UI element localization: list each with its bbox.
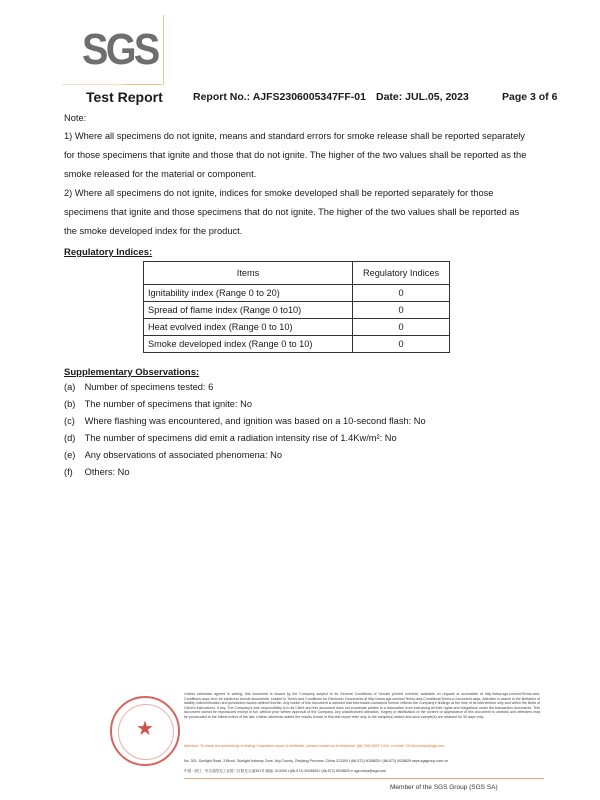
item-text: Where flashing was encountered, and ignition was based on a 10-second flash: No bbox=[84, 416, 426, 426]
row-item: Smoke developed index (Range 0 to 10) bbox=[144, 336, 353, 353]
page-number: Page 3 of 6 bbox=[502, 91, 558, 103]
column-header-indices: Regulatory Indices bbox=[353, 262, 450, 285]
logo-rule-vertical bbox=[163, 15, 164, 85]
regulatory-indices-table bbox=[143, 261, 450, 353]
report-date: Date: JUL.05, 2023 bbox=[376, 91, 469, 103]
logo-rule bbox=[62, 84, 122, 85]
stamp-inner-ring bbox=[118, 704, 174, 760]
table-row bbox=[144, 319, 450, 336]
sgs-logo bbox=[62, 14, 158, 76]
note-item-1: 1) Where all specimens do not ignite, means and standard errors for smoke release shall be reported separately for those specimens that ignite and those that do not ignite. The higher of the two values shall be reported as the smoke released for the material or component. bbox=[64, 131, 527, 179]
list-item bbox=[64, 416, 426, 433]
item-label: (c) bbox=[64, 416, 75, 426]
address-chinese: 中国 · 浙江 · 安吉县阳光工业园二区阳光大道301号 邮编: 313300 t (86-572) 5028825 f (86-572) 5028829 e sgs.china@sgs.com bbox=[184, 769, 387, 773]
item-label: (e) bbox=[64, 450, 76, 460]
supplementary-observations-title: Supplementary Observations: bbox=[64, 367, 200, 378]
address-english: No. 301, Sunlight Road, 3 Block, Sunlight Industry Zone, Anji County, Zhejiang Province, China 313300 t (86-572) 5028825 f (86-572) 5028829 www.sgsgroup.com.cn bbox=[184, 759, 449, 763]
row-value: 0 bbox=[353, 302, 450, 319]
table-header-row bbox=[144, 262, 450, 285]
note-label: Note: bbox=[64, 113, 87, 123]
list-item bbox=[64, 399, 426, 416]
item-label: (a) bbox=[64, 382, 76, 392]
list-item bbox=[64, 433, 426, 450]
sgs-member-text: Member of the SGS Group (SGS SA) bbox=[390, 784, 498, 791]
row-value: 0 bbox=[353, 336, 450, 353]
report-number: Report No.: AJFS2306005347FF-01 bbox=[193, 91, 366, 103]
table-row bbox=[144, 302, 450, 319]
row-item: Ignitability index (Range 0 to 20) bbox=[144, 285, 353, 302]
note-item-2: 2) Where all specimens do not ignite, indices for smoke developed shall be reported separately for those specimens that ignite and those specimens that do not ignite. The higher of the two values shall be reported as the smoke developed index for the product. bbox=[64, 188, 520, 236]
table-row bbox=[144, 336, 450, 353]
row-item: Spread of flame index (Range 0 to10) bbox=[144, 302, 353, 319]
row-value: 0 bbox=[353, 319, 450, 336]
item-label: (d) bbox=[64, 433, 76, 443]
item-text: The number of specimens that ignite: No bbox=[84, 399, 253, 409]
item-text: Number of specimens tested: 6 bbox=[84, 382, 214, 392]
authenticity-notice: Attention: To check the authenticity of testing / inspection report & certificate, please contact us at telephone: (86-755) 8307 1443, or email: CN.Doccheck@sgs.com bbox=[184, 744, 445, 748]
row-item: Heat evolved index (Range 0 to 10) bbox=[144, 319, 353, 336]
item-label: (b) bbox=[64, 399, 76, 409]
item-text: Others: No bbox=[84, 467, 130, 477]
sgs-logo-text: SGS bbox=[82, 25, 158, 74]
list-item bbox=[64, 467, 426, 484]
regulatory-indices-title: Regulatory Indices: bbox=[64, 247, 153, 258]
list-item bbox=[64, 450, 426, 467]
row-value: 0 bbox=[353, 285, 450, 302]
star-icon: ★ bbox=[136, 718, 154, 740]
address-block bbox=[184, 756, 540, 776]
report-header bbox=[86, 90, 566, 106]
legal-disclaimer: Unless otherwise agreed in writing, this document is issued by the Company subject to its General Conditions of Service printed overleaf, available on request or accessible at http://www.sgs.com/en/Terms-and-Conditions.aspx and, for electronic format documents, subject to Terms and Conditions for Electronic Documents at http://www.sgs.com/en/Terms-and-Conditions/Terms-e-Document.aspx. Attention is drawn to the limitation of liability, indemnification and jurisdiction issues defined therein. Any holder of this document is advised that information contained hereon reflects the Company's findings at the time of its intervention only and within the limits of Client's instructions, if any. The Company's sole responsibility is to its Client and this document does not exonerate parties to a transaction from exercising all their rights and obligations under the transaction documents. This document cannot be reproduced except in full, without prior written approval of the Company. Any unauthorized alteration, forgery or falsification of the content or appearance of this document is unlawful and offenders may be prosecuted to the fullest extent of the law. Unless otherwise stated the results shown in this test report refer only to the sample(s) tested and such sample(s) are retained for 30 days only. bbox=[184, 692, 540, 719]
note-section bbox=[64, 111, 534, 241]
item-text: The number of specimens did emit a radiation intensity rise of 1.4Kw/m²: No bbox=[84, 433, 397, 443]
item-text: Any observations of associated phenomena: No bbox=[84, 450, 283, 460]
table-row bbox=[144, 285, 450, 302]
column-header-items: Items bbox=[144, 262, 353, 285]
list-item bbox=[64, 382, 426, 399]
company-seal-stamp bbox=[110, 696, 180, 766]
logo-rule-horizontal bbox=[122, 84, 162, 85]
footer-rule bbox=[184, 778, 544, 779]
observations-list bbox=[64, 382, 426, 484]
report-title: Test Report bbox=[86, 89, 163, 105]
item-label: (f) bbox=[64, 467, 73, 477]
page-footer bbox=[80, 688, 540, 788]
